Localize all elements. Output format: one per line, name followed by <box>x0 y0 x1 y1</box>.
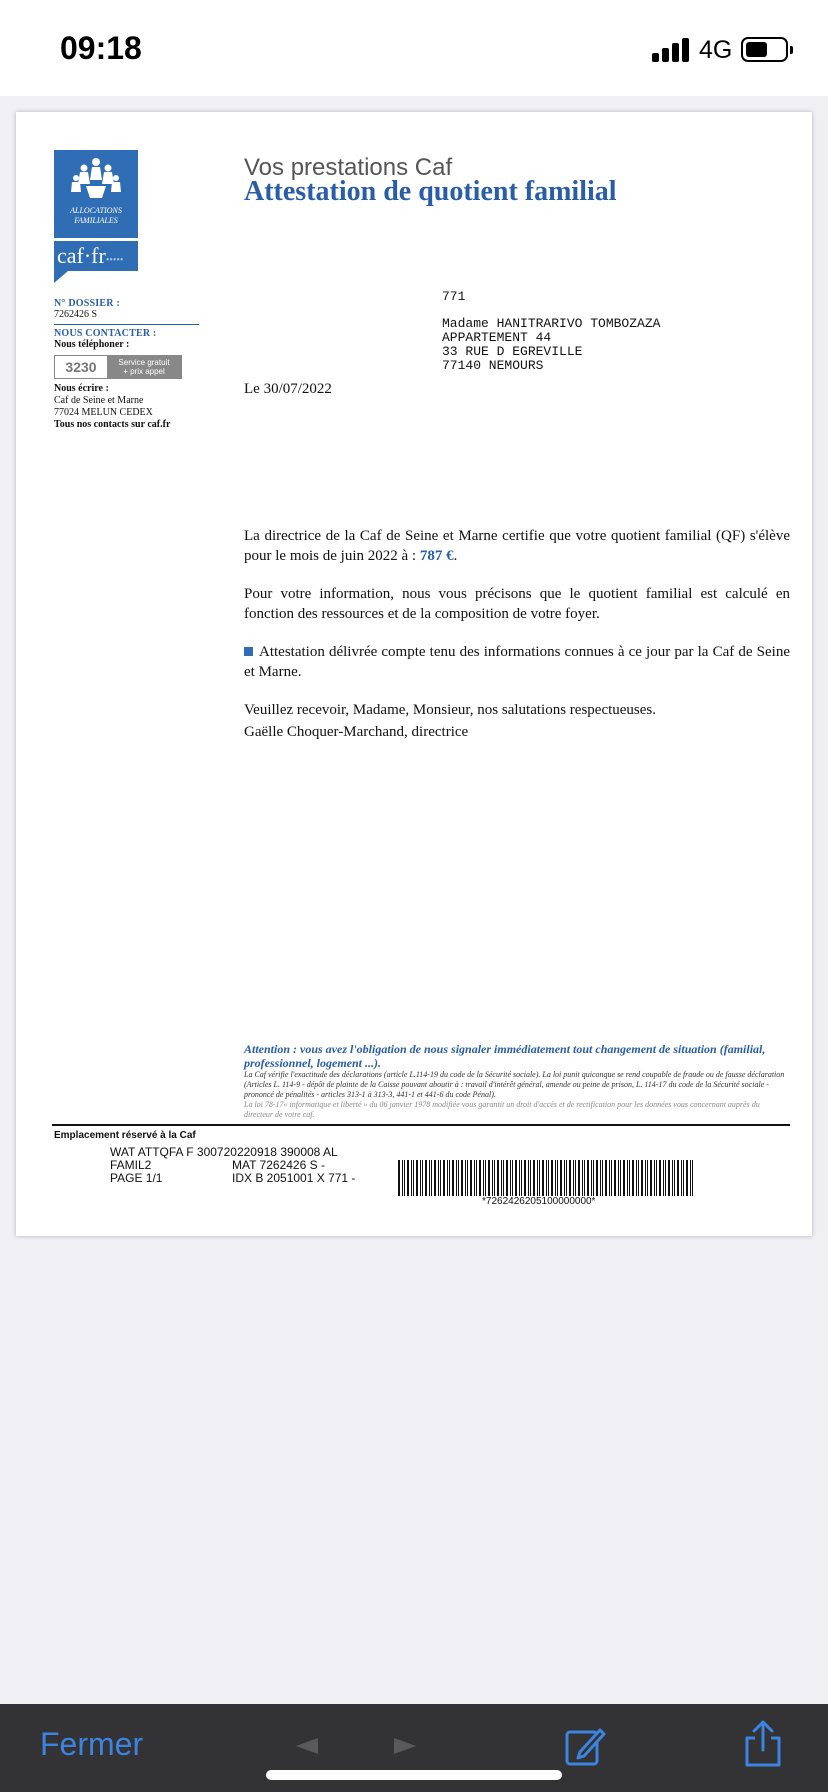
barcode-bar <box>656 1160 657 1196</box>
barcode-bar <box>465 1160 466 1196</box>
bullet-square-icon <box>244 647 253 656</box>
barcode-bar <box>528 1160 529 1196</box>
status-time: 09:18 <box>60 30 142 66</box>
barcode-bar <box>497 1160 499 1196</box>
barcode-bar <box>557 1160 558 1196</box>
body-paragraph-attestation <box>244 642 790 682</box>
phone-tag-line2: + prix appel <box>123 367 165 376</box>
barcode-bar <box>620 1160 621 1196</box>
warning-lead: Attention : vous avez l'obligation de nous signaler immédiatement tout changement de situation (familial, professionnel, logement ...). <box>244 1042 766 1070</box>
barcode-bar <box>440 1160 441 1196</box>
barcode-bar <box>560 1160 562 1196</box>
warning-legal-text: La Caf vérifie l'exactitude des déclarations (article L.114-19 du code de la Sécurité sociale). La loi punit quiconque se rend coupable de fraude ou de fausse déclaration (Articles L. 114-9 - dépôt de plainte de la Caisse pouvant aboutir à : travail d'intérêt général, amende ou peine de prison, L. 114-17 du code de la Sécurité sociale - prononcé de pénalités - articles 313-1 à 313-3, 441-1 et 441-6 du code Pénal). <box>244 1070 785 1099</box>
attestation-text: Attestation délivrée compte tenu des informations connues à ce jour par la Caf de Seine et Marne. <box>244 644 790 680</box>
logo-caf-text: caf·fr <box>57 243 106 268</box>
barcode-bar <box>650 1160 652 1196</box>
address-line: Madame HANITRARIVO TOMBOZAZA <box>442 316 661 331</box>
pdf-page <box>16 112 812 1236</box>
signature: Gaëlle Choquer-Marchand, directrice <box>244 724 469 740</box>
barcode-bar <box>672 1160 673 1196</box>
sidebar-divider <box>54 324 199 325</box>
phone-number: 3230 <box>65 359 97 375</box>
phone-label: Nous téléphoner : <box>54 339 130 350</box>
barcode-bar <box>659 1160 661 1196</box>
barcode-bar <box>611 1160 612 1196</box>
barcode-bar <box>510 1160 511 1196</box>
barcode-bar <box>618 1160 619 1196</box>
barcode-bar <box>512 1160 513 1196</box>
barcode-bar <box>632 1160 634 1196</box>
barcode-bar <box>503 1160 504 1196</box>
barcode-bar <box>629 1160 630 1196</box>
barcode-bar <box>569 1160 571 1196</box>
barcode-bar <box>555 1160 556 1196</box>
barcode-bar <box>546 1160 547 1196</box>
bottom-toolbar <box>0 1704 828 1792</box>
barcode-bar <box>582 1160 583 1196</box>
barcode-bar <box>539 1160 540 1196</box>
close-button[interactable]: Fermer <box>40 1726 144 1762</box>
barcode-bar <box>638 1160 639 1196</box>
barcode-bar <box>578 1160 580 1196</box>
barcode-bar <box>542 1160 544 1196</box>
qf-end: . <box>453 548 458 564</box>
barcode-bar <box>449 1160 450 1196</box>
reference-codes <box>110 1146 355 1185</box>
barcode-bar <box>587 1160 589 1196</box>
barcode-bar <box>398 1160 400 1196</box>
barcode-bar <box>515 1160 517 1196</box>
barcode-bar <box>596 1160 598 1196</box>
barcode-bar <box>476 1160 477 1196</box>
barcode-bar <box>483 1160 484 1196</box>
barcode-bar <box>584 1160 585 1196</box>
dossier-label: N° DOSSIER : <box>54 298 120 309</box>
reserved-label: Emplacement réservé à la Caf <box>54 1130 196 1141</box>
barcode-bar <box>434 1160 436 1196</box>
barcode-bar <box>494 1160 495 1196</box>
barcode-bar <box>575 1160 576 1196</box>
phone-box <box>54 355 182 379</box>
logo-line1: ALLOCATIONS <box>70 206 122 215</box>
logo-line2: FAMILIALES <box>74 216 118 225</box>
barcode-bar <box>456 1160 457 1196</box>
barcode-bar <box>609 1160 610 1196</box>
barcode-bar <box>645 1160 646 1196</box>
barcode-bar <box>485 1160 486 1196</box>
battery-icon <box>741 37 788 62</box>
barcode-bar <box>470 1160 472 1196</box>
barcode-bar <box>663 1160 664 1196</box>
barcode-bar <box>407 1160 409 1196</box>
address-line: APPARTEMENT 44 <box>442 330 552 345</box>
barcode-bar <box>573 1160 574 1196</box>
chevron-left-icon[interactable] <box>296 1738 318 1754</box>
caf-logo <box>54 150 138 281</box>
barcode-bar <box>402 1160 403 1196</box>
share-icon[interactable] <box>742 1720 784 1768</box>
barcode-bar <box>467 1160 468 1196</box>
contacts-line: Tous nos contacts sur caf.fr <box>54 419 171 430</box>
barcode-bar <box>443 1160 445 1196</box>
barcode-bar <box>438 1160 439 1196</box>
barcode-bar <box>668 1160 670 1196</box>
barcode-bar <box>422 1160 423 1196</box>
barcode-bar <box>519 1160 520 1196</box>
barcode-bar <box>681 1160 682 1196</box>
barcode-bar <box>692 1160 693 1196</box>
barcode-bar <box>591 1160 592 1196</box>
address-line: 77140 NEMOURS <box>442 358 544 373</box>
letter-body <box>244 526 790 760</box>
cellular-signal-icon <box>652 38 692 62</box>
footer-divider <box>52 1124 790 1126</box>
barcode-bar <box>447 1160 448 1196</box>
letter-date: Le 30/07/2022 <box>244 381 332 397</box>
dossier-number: 7262426 S <box>54 309 98 320</box>
body-paragraph-qf <box>244 526 790 566</box>
legal-warning <box>244 1042 790 1119</box>
chevron-right-icon[interactable] <box>394 1738 416 1754</box>
barcode-bar <box>665 1160 666 1196</box>
barcode-bar <box>686 1160 688 1196</box>
body-paragraph-info: Pour votre information, nous vous précisons que le quotient familial est calculé en fonction des ressources et de la composition de votre foyer. <box>244 586 790 622</box>
barcode-bar <box>677 1160 679 1196</box>
barcode-bar <box>654 1160 655 1196</box>
qf-text: La directrice de la Caf de Seine et Marne certifie que votre quotient familial (QF) s'élève pour le mois de juin 2022 à : <box>244 528 790 564</box>
barcode-bar <box>641 1160 643 1196</box>
phone-tag <box>107 356 181 378</box>
barcode-bar <box>564 1160 565 1196</box>
barcode-bar <box>501 1160 502 1196</box>
document-title: Attestation de quotient familial <box>244 176 617 207</box>
barcode-bar <box>416 1160 418 1196</box>
address-line: 33 RUE D EGREVILLE <box>442 344 583 359</box>
barcode-bar <box>690 1160 691 1196</box>
barcode-bar <box>461 1160 463 1196</box>
barcode-bar <box>548 1160 549 1196</box>
home-indicator <box>266 1770 562 1780</box>
barcode-icon <box>398 1160 696 1196</box>
barcode-bar <box>458 1160 459 1196</box>
write-line2: 77024 MELUN CEDEX <box>54 407 153 418</box>
barcode-bar <box>425 1160 427 1196</box>
barcode-bar <box>605 1160 607 1196</box>
codes-row2-left: FAMIL2 <box>110 1158 152 1172</box>
barcode-bar <box>614 1160 616 1196</box>
family-emblem-icon <box>68 156 124 204</box>
markup-icon[interactable] <box>564 1724 608 1768</box>
barcode-bar <box>492 1160 493 1196</box>
barcode-bar <box>530 1160 531 1196</box>
barcode-bar <box>479 1160 481 1196</box>
barcode-bar <box>602 1160 603 1196</box>
barcode-bar <box>488 1160 490 1196</box>
barcode-bar <box>593 1160 594 1196</box>
warning-privacy-text: La loi 78-17« informatique et liberté » du 06 janvier 1978 modifiée vous garantit un droit d'accès et de rectification pour les données vous concernant auprès du directeur de votre caf. <box>244 1100 760 1119</box>
closing-line: Veuillez recevoir, Madame, Monsieur, nos salutations respectueuses. <box>244 702 657 718</box>
write-label: Nous écrire : <box>54 383 109 394</box>
recipient-address <box>442 290 660 373</box>
phone-tag-line1: Service gratuit <box>118 358 170 367</box>
codes-row3-right: IDX B 2051001 X 771 - <box>232 1171 356 1185</box>
barcode-bar <box>551 1160 553 1196</box>
barcode-number: *7262426205100000000* <box>482 1196 596 1207</box>
address-code: 771 <box>442 289 466 304</box>
qf-amount: 787 € <box>419 548 454 564</box>
barcode-bar <box>674 1160 675 1196</box>
codes-line1: WAT ATTQFA F 300720220918 390008 AL <box>110 1145 338 1159</box>
barcode-bar <box>627 1160 628 1196</box>
document-subtitle: Vos prestations Caf <box>244 154 453 181</box>
barcode-bar <box>429 1160 430 1196</box>
barcode-bar <box>521 1160 522 1196</box>
barcode-bar <box>524 1160 526 1196</box>
logo-dots: ••••• <box>105 255 124 266</box>
write-line1: Caf de Seine et Marne <box>54 395 144 406</box>
barcode-bar <box>636 1160 637 1196</box>
barcode-bar <box>506 1160 508 1196</box>
codes-row2-right: MAT 7262426 S - <box>232 1158 325 1172</box>
barcode-bar <box>566 1160 567 1196</box>
barcode-bar <box>474 1160 475 1196</box>
barcode-bar <box>411 1160 412 1196</box>
barcode-bar <box>413 1160 414 1196</box>
sidebar-contact <box>54 298 199 431</box>
barcode-bar <box>647 1160 648 1196</box>
barcode-bar <box>533 1160 535 1196</box>
barcode-bar <box>452 1160 454 1196</box>
barcode-bar <box>404 1160 405 1196</box>
status-bar <box>0 0 828 96</box>
barcode-bar <box>623 1160 625 1196</box>
barcode-bar <box>420 1160 421 1196</box>
network-type: 4G <box>699 36 733 64</box>
barcode-bar <box>600 1160 601 1196</box>
barcode-bar <box>431 1160 432 1196</box>
codes-row3-left: PAGE 1/1 <box>110 1171 163 1185</box>
barcode-bar <box>683 1160 684 1196</box>
barcode-bar <box>537 1160 538 1196</box>
contact-label: NOUS CONTACTER : <box>54 328 157 339</box>
